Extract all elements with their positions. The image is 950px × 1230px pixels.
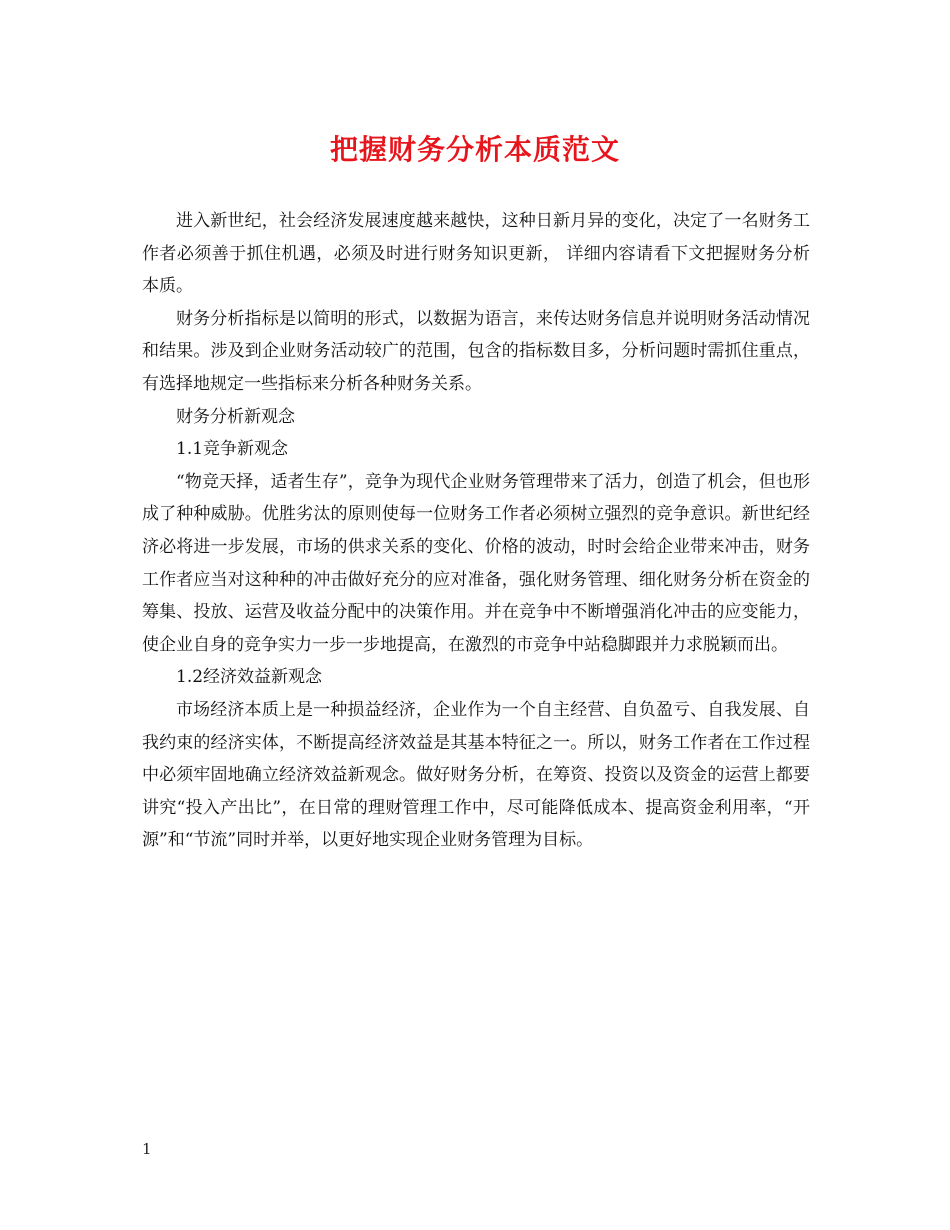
document-body (142, 205, 810, 857)
document-title: 把握财务分析本质范文 (329, 133, 620, 166)
subsection-heading-efficiency: 1.2经济效益新观念 (176, 667, 323, 688)
paragraph-indicators: 财务分析指标是以简明的形式，以数据为语言，来传达财务信息并说明财务活动情况和结果。涉及到企业财务活动较广的范围，包含的指标数目多，分析问题时需抓住重点，有选择地规定一些指标来分析各种财务关系。 (142, 308, 810, 394)
page-number: 1 (142, 1140, 152, 1158)
section-heading: 财务分析新观念 (176, 406, 295, 427)
paragraph-intro: 进入新世纪，社会经济发展速度越来越快，这种日新月异的变化，决定了一名财务工作者必须善于抓住机遇，必须及时进行财务知识更新， 详细内容请看下文把握财务分析本质。 (142, 211, 810, 297)
subsection-heading-competition: 1.1竞争新观念 (176, 439, 289, 460)
paragraph-competition: “物竞天择，适者生存”，竞争为现代企业财务管理带来了活力，创造了机会，但也形成了种种威胁。优胜劣汰的原则使每一位财务工作者必须树立强烈的竞争意识。新世纪经济必将进一步发展，市场的供求关系的变化、价格的波动，时时会给企业带来冲击，财务工作者应当对这种种的冲击做好充分的应对准备，强化财务管理、细化财务分析在资金的筹集、投放、运营及收益分配中的决策作用。并在竞争中不断增强消化冲击的应变能力，使企业自身的竞争实力一步一步地提高，在激烈的市竞争中站稳脚跟并力求脱颖而出。 (142, 471, 810, 655)
paragraph-efficiency: 市场经济本质上是一种损益经济，企业作为一个自主经营、自负盈亏、自我发展、自我约束的经济实体，不断提高经济效益是其基本特征之一。所以，财务工作者在工作过程中必须牢固地确立经济效益新观念。做好财务分析，在筹资、投资以及资金的运营上都要讲究“投入产出比”，在日常的理财管理工作中，尽可能降低成本、提高资金利用率，“开源”和“节流”同时并举，以更好地实现企业财务管理为目标。 (142, 699, 810, 851)
